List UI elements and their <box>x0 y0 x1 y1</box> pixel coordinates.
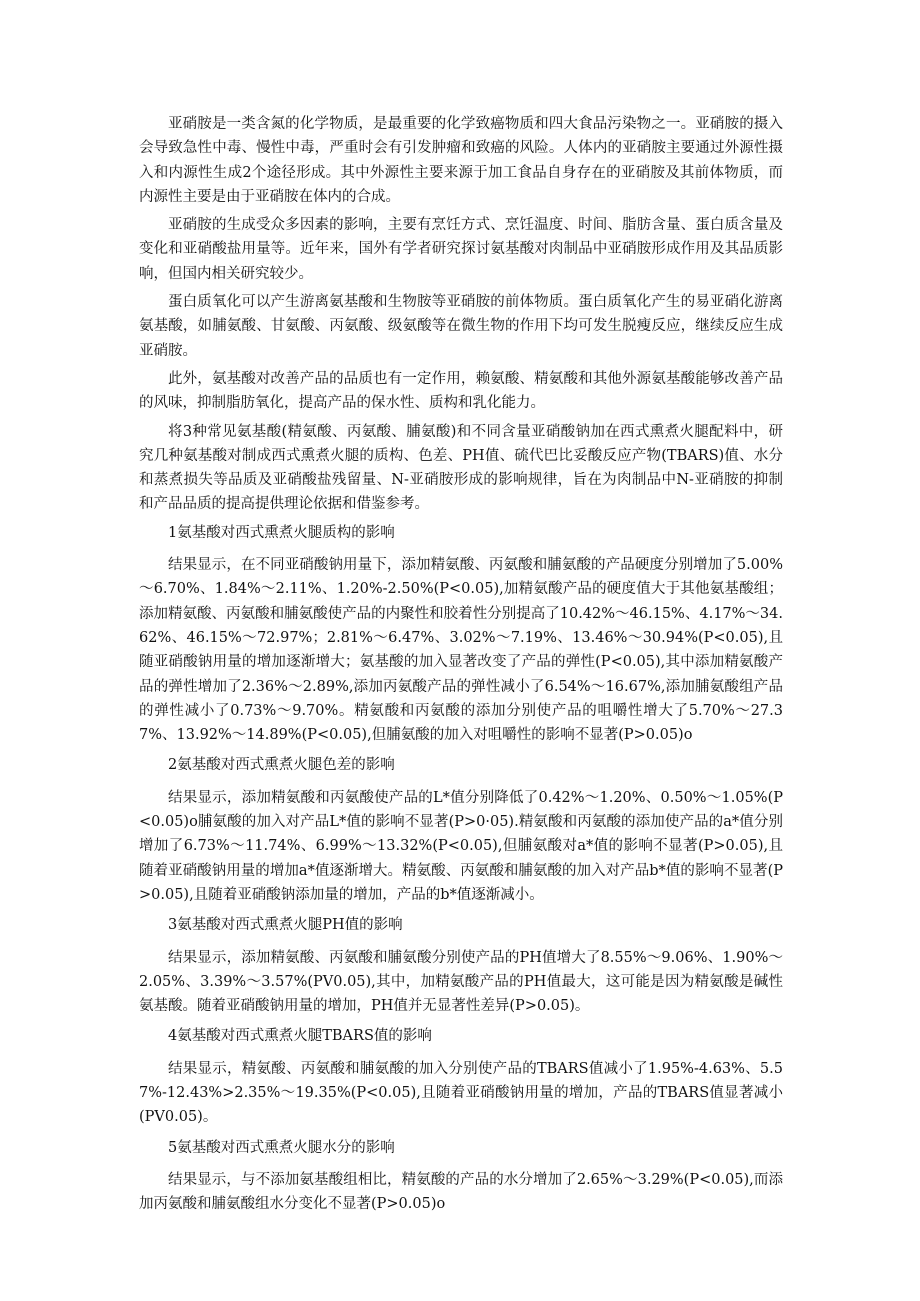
section-body: 结果显示，添加精氨酸、丙氨酸和脯氨酸分别使产品的PH值增大了8.55%～9.06%、1.90%～2.05%、3.39%～3.57%(PV0.05),其中，加精氨酸产品的PH值最大，这可能是因为精氨酸是碱性氨基酸。随着亚硝酸钠用量的增加，PH值并无显著性差异(P>0.05)。 <box>139 949 783 1015</box>
intro-paragraph: 亚硝胺是一类含氮的化学物质，是最重要的化学致癌物质和四大食品污染物之一。亚硝胺的摄入会导致急性中毒、慢性中毒，严重时会有引发肿瘤和致癌的风险。人体内的亚硝胺主要通过外源性摄入和内源性生成2个途径形成。其中外源性主要来源于加工食品自身存在的亚硝胺及其前体物质，而内源性主要是由于亚硝胺在体内的合成。 <box>139 116 783 205</box>
intro-paragraph: 此外，氨基酸对改善产品的品质也有一定作用，赖氨酸、精氨酸和其他外源氨基酸能够改善产品的风味，抑制脂肪氧化，提高产品的保水性、质构和乳化能力。 <box>139 370 783 412</box>
document-page <box>139 112 783 1222</box>
intro-paragraph: 将3种常见氨基酸(精氨酸、丙氨酸、脯氨酸)和不同含量亚硝酸钠加在西式熏煮火腿配料中，研究几种氨基酸对制成西式熏煮火腿的质构、色差、PH值、硫代巴比妥酸反应产物(TBARS)值、水分和蒸煮损失等品质及亚硝酸盐残留量、N-亚硝胺形成的影响规律，旨在为肉制品中N-亚硝胺的抑制和产品品质的提高提供理论依据和借鉴参考。 <box>139 423 783 513</box>
section-heading: 3氨基酸对西式熏煮火腿PH值的影响 <box>168 917 403 934</box>
section-body: 结果显示，精氨酸、丙氨酸和脯氨酸的加入分别使产品的TBARS值减小了1.95%-4.63%、5.57%-12.43%>2.35%～19.35%(P<0.05),且随着亚硝酸钠用量的增加，产品的TBARS值显著减小(PV0.05)。 <box>139 1060 783 1126</box>
intro-paragraph: 蛋白质氧化可以产生游离氨基酸和生物胺等亚硝胺的前体物质。蛋白质氧化产生的易亚硝化游离氨基酸，如脯氨酸、甘氨酸、丙氨酸、级氨酸等在微生物的作用下均可发生脱瘦反应，继续反应生成亚硝胺。 <box>139 294 783 359</box>
section-heading: 2氨基酸对西式熏煮火腿色差的影响 <box>168 757 395 774</box>
section-body: 结果显示，添加精氨酸和丙氨酸使产品的L*值分别降低了0.42%～1.20%、0.50%～1.05%(P<0.05)o脯氨酸的加入对产品L*值的影响不显著(P>0·05).精氨酸和丙氨酸的添加使产品的a*值分别增加了6.73%～11.74%、6.99%～13.32%(P<0.05),但脯氨酸对a*值的影响不显著(P>0.05),且随着亚硝酸钠用量的增加a*值逐渐增大。精氨酸、丙氨酸和脯氨酸的加入对产品b*值的影响不显著(P>0.05),且随着亚硝酸钠添加量的增加，产品的b*值逐渐减小。 <box>139 789 783 903</box>
section-heading: 5氨基酸对西式熏煮火腿水分的影响 <box>168 1139 395 1156</box>
section-body: 结果显示，与不添加氨基酸组相比，精氨酸的产品的水分增加了2.65%～3.29%(P<0.05),而添加丙氨酸和脯氨酸组水分变化不显著(P>0.05)o <box>139 1171 783 1213</box>
section-body: 结果显示，在不同亚硝酸钠用量下，添加精氨酸、丙氨酸和脯氨酸的产品硬度分别增加了5.00%～6.70%、1.84%～2.11%、1.20%-2.50%(P<0.05),加精氨酸产品的硬度值大于其他氨基酸组；添加精氨酸、丙氨酸和脯氨酸使产品的内聚性和胶着性分别提高了10.42%～46.15%、4.17%～34.62%、46.15%～72.97%；2.81%～6.47%、3.02%～7.19%、13.46%～30.94%(P<0.05),且随亚硝酸钠用量的增加逐渐增大；氨基酸的加入显著改变了产品的弹性(P<0.05),其中添加精氨酸产品的弹性增加了2.36%～2.89%,添加丙氨酸产品的弹性减小了6.54%～16.67%,添加脯氨酸组产品的弹性减小了0.73%～9.70%。精氨酸和丙氨酸的添加分别使产品的咀嚼性增大了5.70%～27.37%、13.92%～14.89%(P<0.05),但脯氨酸的加入对咀嚼性的影响不显著(P>0.05)o <box>139 557 783 744</box>
intro-paragraph: 亚硝胺的生成受众多因素的影响，主要有烹饪方式、烹饪温度、时间、脂肪含量、蛋白质含量及变化和亚硝酸盐用量等。近年来，国外有学者研究探讨氨基酸对肉制品中亚硝胺形成作用及其品质影响，但国内相关研究较少。 <box>139 217 783 282</box>
section-heading: 1氨基酸对西式熏煮火腿质构的影响 <box>168 524 395 541</box>
section-heading: 4氨基酸对西式熏煮火腿TBARS值的影响 <box>168 1028 432 1045</box>
